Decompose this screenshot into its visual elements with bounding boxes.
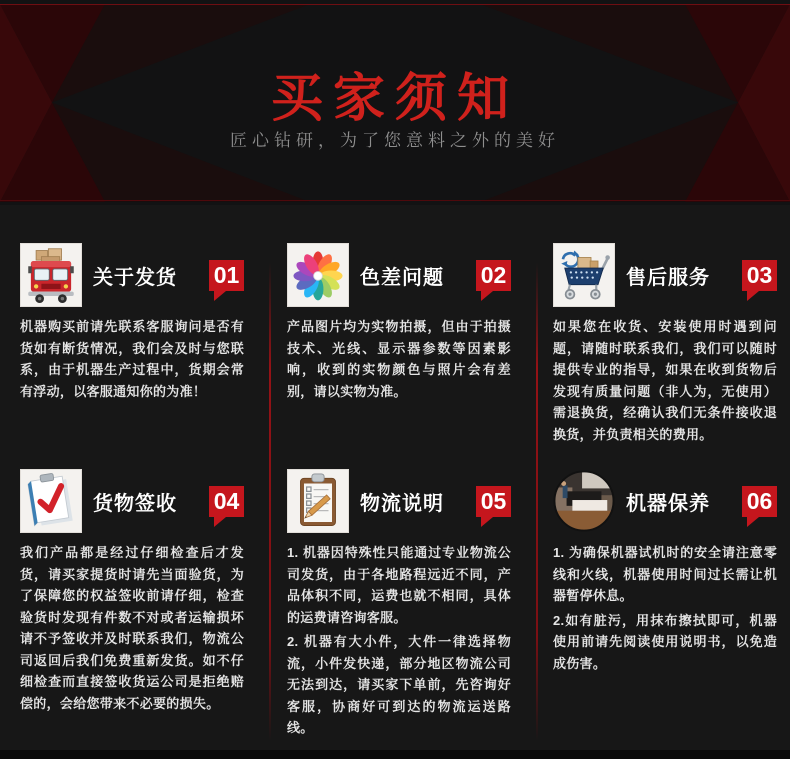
section-number-badge — [209, 260, 244, 291]
section-header — [553, 242, 777, 308]
section-body — [287, 316, 511, 402]
section-paragraph: 1. 为确保机器试机时的安全请注意零线和火线，机器使用时间过长需让机器暂停休息。 — [553, 545, 777, 603]
section-header — [20, 468, 244, 534]
clipboard-check-icon — [20, 469, 82, 533]
section-paragraph: 机器购买前请先联系客服询问是否有货如有断货情况，我们会及时与您联系，由于机器生产过程中，货期会常有浮动，以客服通知你的为准！ — [20, 319, 244, 399]
section-paragraph: 如果您在收货、安装使用时遇到问题，请随时联系我们，我们可以随时提供专业的指导，如果在收到货物后发现有质量问题（非人为，无使用）需退换货，经确认我们无条件接收退换货，并负责相关的费用。 — [553, 319, 777, 442]
section-number: 02 — [480, 261, 507, 288]
clipboard-pencil-icon — [287, 469, 349, 533]
section-body — [287, 542, 511, 739]
section-number-badge — [742, 486, 777, 517]
section-body — [553, 316, 777, 445]
section-number: 05 — [480, 487, 507, 514]
truck-icon — [20, 243, 82, 307]
shopping-cart-icon — [553, 243, 615, 307]
section-number-badge — [209, 486, 244, 517]
header-bottom-rule — [0, 200, 790, 201]
section-title: 关于发货 — [93, 266, 177, 289]
page-subtitle: 匠心钻研，为了您意料之外的美好 — [230, 131, 560, 150]
section-number: 04 — [213, 487, 240, 514]
section-body — [20, 542, 244, 714]
notice-section-shipping — [20, 242, 244, 405]
palette-flower-icon — [287, 243, 349, 307]
section-header — [20, 242, 244, 308]
bottom-strip — [0, 750, 790, 759]
section-number-badge — [742, 260, 777, 291]
page-title: 买家须知 — [270, 70, 519, 128]
section-title: 色差问题 — [360, 266, 444, 289]
section-paragraph: 2.如有脏污，用抹布擦拭即可，机器使用前请先阅读使用说明书，以免造成伤害。 — [553, 612, 777, 671]
section-title: 物流说明 — [360, 492, 444, 515]
section-paragraph: 1. 机器因特殊性只能通过专业物流公司发货，由于各地路程远近不同，产品体积不同，运费也就不相同，具体的运费请咨询客服。 — [287, 545, 511, 625]
machine-photo-icon — [553, 469, 615, 533]
section-title: 售后服务 — [626, 266, 710, 289]
notice-section-logistics — [287, 468, 511, 742]
notice-section-color-difference — [287, 242, 511, 405]
section-number: 01 — [213, 261, 240, 288]
section-title: 货物签收 — [93, 492, 177, 515]
notice-section-maintenance — [553, 468, 777, 677]
section-body — [20, 316, 244, 402]
header-top-rule — [0, 4, 790, 5]
header-banner — [0, 0, 790, 205]
section-number: 06 — [746, 487, 773, 514]
section-paragraph: 产品图片均为实物拍摄，但由于拍摄技术、光线、显示器参数等因素影响，收到的实物颜色与照片会有差别，请以实物为准。 — [287, 319, 511, 399]
section-header — [553, 468, 777, 534]
section-number-badge — [476, 260, 511, 291]
section-title: 机器保养 — [626, 492, 710, 515]
section-number: 03 — [746, 261, 773, 288]
section-header — [287, 468, 511, 534]
section-body — [553, 542, 777, 674]
section-paragraph: 我们产品都是经过仔细检查后才发货，请买家提货时请先当面验货，为了保障您的权益签收前请仔细，检查验货时发现有件数不对或者运输损坏请不予签收并及时联系我们，物流公司返回后我们免费重新发货。如不仔细检查而直接签收货运公司是拒绝赔偿的，会给您带来不必要的损失。 — [20, 545, 244, 711]
section-paragraph: 2. 机器有大小件，大件一律选择物流，小件发快递，部分地区物流公司无法到达，请买家下单前，先咨询好客服，协商好可到达的物流运送路线。 — [287, 634, 511, 735]
column-divider-left — [269, 263, 271, 741]
notice-section-after-sales — [553, 242, 777, 448]
section-header — [287, 242, 511, 308]
column-divider-right — [536, 263, 538, 741]
notice-section-goods-receipt — [20, 468, 244, 717]
section-number-badge — [476, 486, 511, 517]
